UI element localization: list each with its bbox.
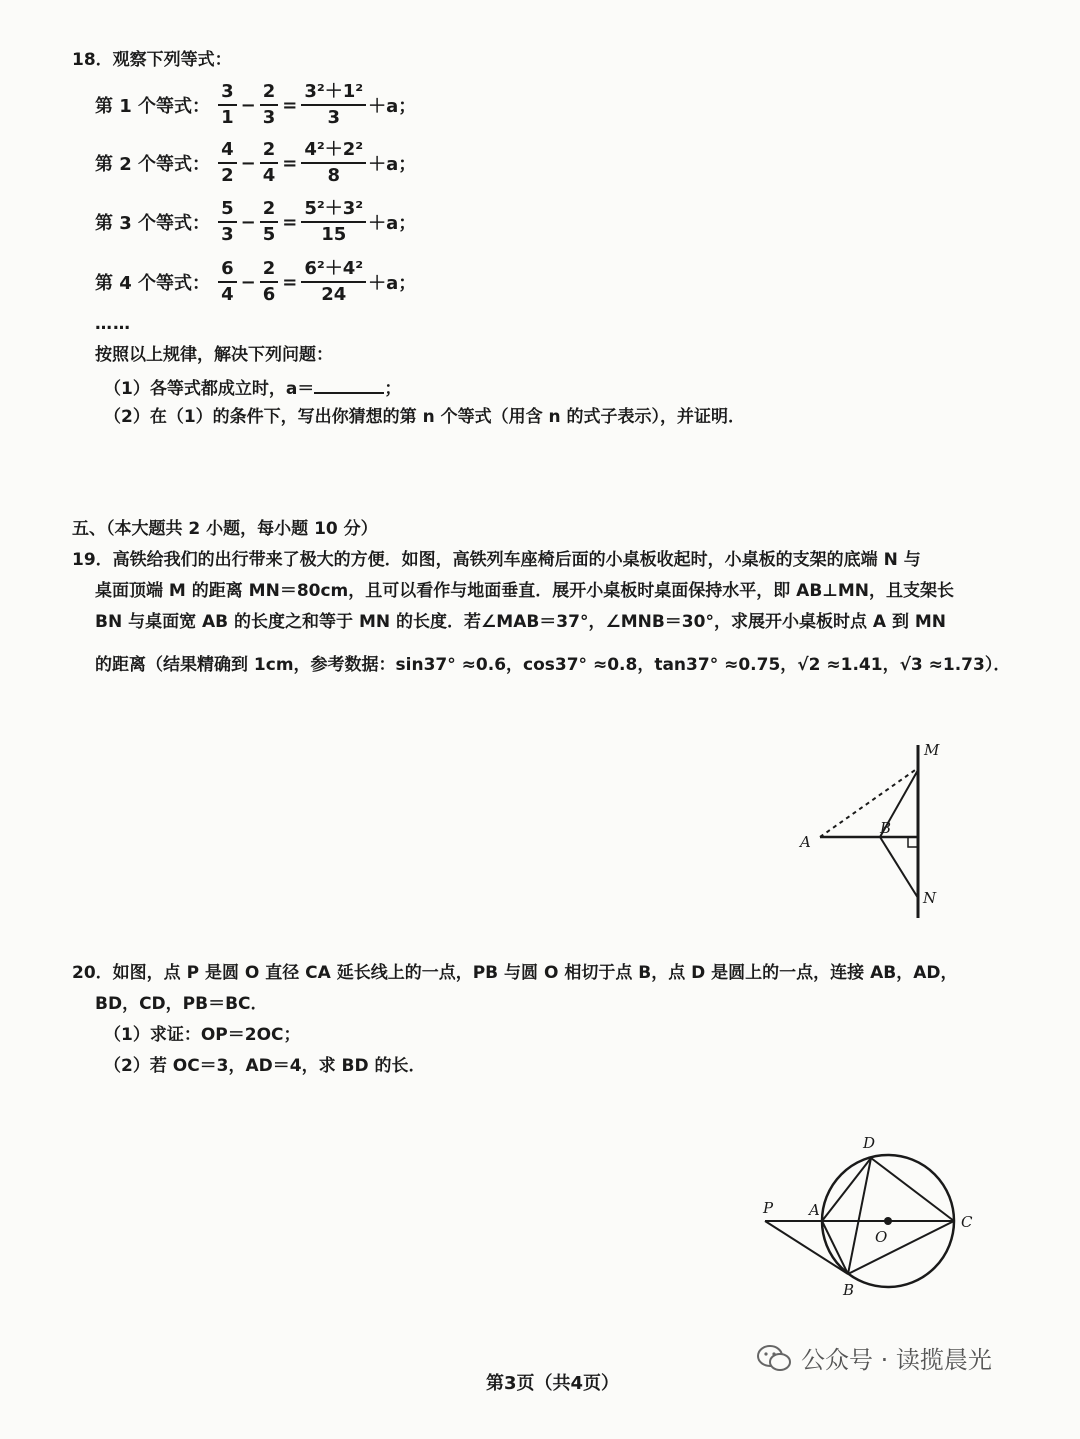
denominator: 15 — [321, 224, 347, 245]
equals-sign: = — [282, 94, 298, 116]
numerator: 2 — [260, 80, 279, 106]
fraction — [218, 138, 237, 188]
minus-sign: − — [240, 152, 256, 174]
watermark-text: 公众号 · 读揽晨光 — [801, 1346, 992, 1374]
numerator: 2 — [260, 257, 279, 283]
fraction — [218, 257, 237, 307]
equation-label: 第 3 个等式： — [95, 213, 211, 234]
line-am-dashed — [820, 768, 918, 837]
denominator: 3 — [262, 107, 276, 128]
denominator: 5 — [262, 224, 276, 245]
q20-part2: （2）若 OC＝3，AD＝4，求 BD 的长． — [104, 1056, 426, 1076]
q19-line2: 桌面顶端 M 的距离 MN＝80cm，且可以看作与地面垂直．展开小桌板时桌面保持水平，即 AB⊥MN，且支架长 — [95, 581, 954, 601]
minus-sign: − — [240, 211, 256, 233]
q18-instruction: 按照以上规律，解决下列问题： — [95, 345, 333, 365]
fraction — [301, 197, 366, 247]
q20-part1: （1）求证：OP＝2OC； — [104, 1025, 301, 1045]
numerator: 5 — [218, 197, 237, 223]
denominator: 2 — [221, 165, 234, 186]
equals-sign: = — [282, 152, 298, 174]
label-b: B — [880, 819, 892, 837]
label-b: B — [843, 1281, 855, 1299]
page-footer: 第3页（共4页） — [486, 1373, 620, 1394]
label-a: A — [809, 1201, 820, 1219]
equation-row — [95, 138, 416, 188]
section-title: 五、（本大题共 2 小题，每小题 10 分） — [72, 519, 378, 539]
q18-part2: （2）在（1）的条件下，写出你猜想的第 n 个等式（用含 n 的式子表示），并证明． — [104, 407, 746, 427]
equation-label: 第 4 个等式： — [95, 273, 211, 294]
equation-tail: ＋a； — [368, 96, 417, 117]
line-cd — [871, 1158, 954, 1221]
equation-label: 第 2 个等式： — [95, 154, 211, 175]
equals-sign: = — [282, 211, 298, 233]
q20-line1: 20．如图，点 P 是圆 O 直径 CA 延长线上的一点，PB 与圆 O 相切于点 B，点 D 是圆上的一点，连接 AB，AD， — [72, 963, 958, 983]
denominator: 1 — [221, 107, 234, 128]
numerator: 6²＋4² — [301, 257, 366, 283]
fraction — [301, 257, 366, 307]
fraction — [218, 80, 237, 130]
equals-sign: = — [282, 271, 298, 293]
numerator: 2 — [260, 138, 279, 164]
numerator: 4 — [218, 138, 237, 164]
numerator: 3²＋1² — [301, 80, 366, 106]
q19-line3: BN 与桌面宽 AB 的长度之和等于 MN 的长度．若∠MAB＝37°，∠MNB＝30°，求展开小桌板时点 A 到 MN — [95, 612, 947, 632]
q18-part1 — [104, 374, 401, 401]
watermark — [755, 1340, 992, 1375]
q19-line1: 19．高铁给我们的出行带来了极大的方便．如图，高铁列车座椅后面的小桌板收起时，小桌板的支架的底端 N 与 — [72, 550, 921, 570]
minus-sign: − — [240, 271, 256, 293]
label-d: D — [863, 1134, 876, 1152]
denominator: 6 — [262, 284, 276, 305]
equation-row — [95, 80, 416, 130]
equation-tail: ＋a； — [368, 213, 417, 234]
label-n: N — [923, 889, 937, 907]
numerator: 4²＋2² — [301, 138, 366, 164]
label-a: A — [800, 833, 811, 851]
label-p: P — [763, 1199, 774, 1217]
q18-ellipsis: …… — [95, 314, 131, 334]
q18-part1-suffix: ； — [384, 379, 402, 399]
fraction — [260, 80, 279, 130]
line-bn — [880, 837, 918, 898]
fraction — [260, 138, 279, 188]
q20-figure — [755, 1125, 985, 1305]
label-m: M — [924, 741, 940, 759]
q18-part1-prefix: （1）各等式都成立时，a＝ — [104, 379, 315, 399]
line-bc — [848, 1221, 954, 1274]
denominator: 8 — [327, 165, 340, 186]
numerator: 6 — [218, 257, 237, 283]
numerator: 3 — [218, 80, 237, 106]
label-o: O — [875, 1228, 888, 1246]
fraction — [218, 197, 237, 247]
numerator: 5²＋3² — [301, 197, 366, 223]
fraction — [260, 257, 279, 307]
minus-sign: − — [240, 94, 256, 116]
fraction — [301, 138, 366, 188]
wechat-icon — [755, 1343, 793, 1373]
line-bd — [848, 1158, 871, 1274]
q18-heading: 18．观察下列等式： — [72, 50, 232, 70]
center-dot — [884, 1217, 892, 1225]
q19-line4: 的距离（结果精确到 1cm，参考数据：sin37° ≈0.6，cos37° ≈0.8，tan37° ≈0.75，√2 ≈1.41，√3 ≈1.73）． — [95, 655, 1011, 675]
equation-row — [95, 257, 416, 307]
numerator: 2 — [260, 197, 279, 223]
equation-row — [95, 197, 416, 247]
denominator: 4 — [221, 284, 234, 305]
answer-blank[interactable] — [314, 374, 384, 394]
equation-tail: ＋a； — [368, 273, 417, 294]
q19-figure — [790, 740, 970, 925]
denominator: 3 — [327, 107, 340, 128]
denominator: 3 — [221, 224, 234, 245]
fraction — [301, 80, 366, 130]
denominator: 4 — [262, 165, 276, 186]
label-c: C — [961, 1213, 973, 1231]
equation-label: 第 1 个等式： — [95, 96, 211, 117]
denominator: 24 — [321, 284, 347, 305]
equation-tail: ＋a； — [368, 154, 417, 175]
q20-line2: BD，CD，PB＝BC． — [95, 994, 268, 1014]
fraction — [260, 197, 279, 247]
